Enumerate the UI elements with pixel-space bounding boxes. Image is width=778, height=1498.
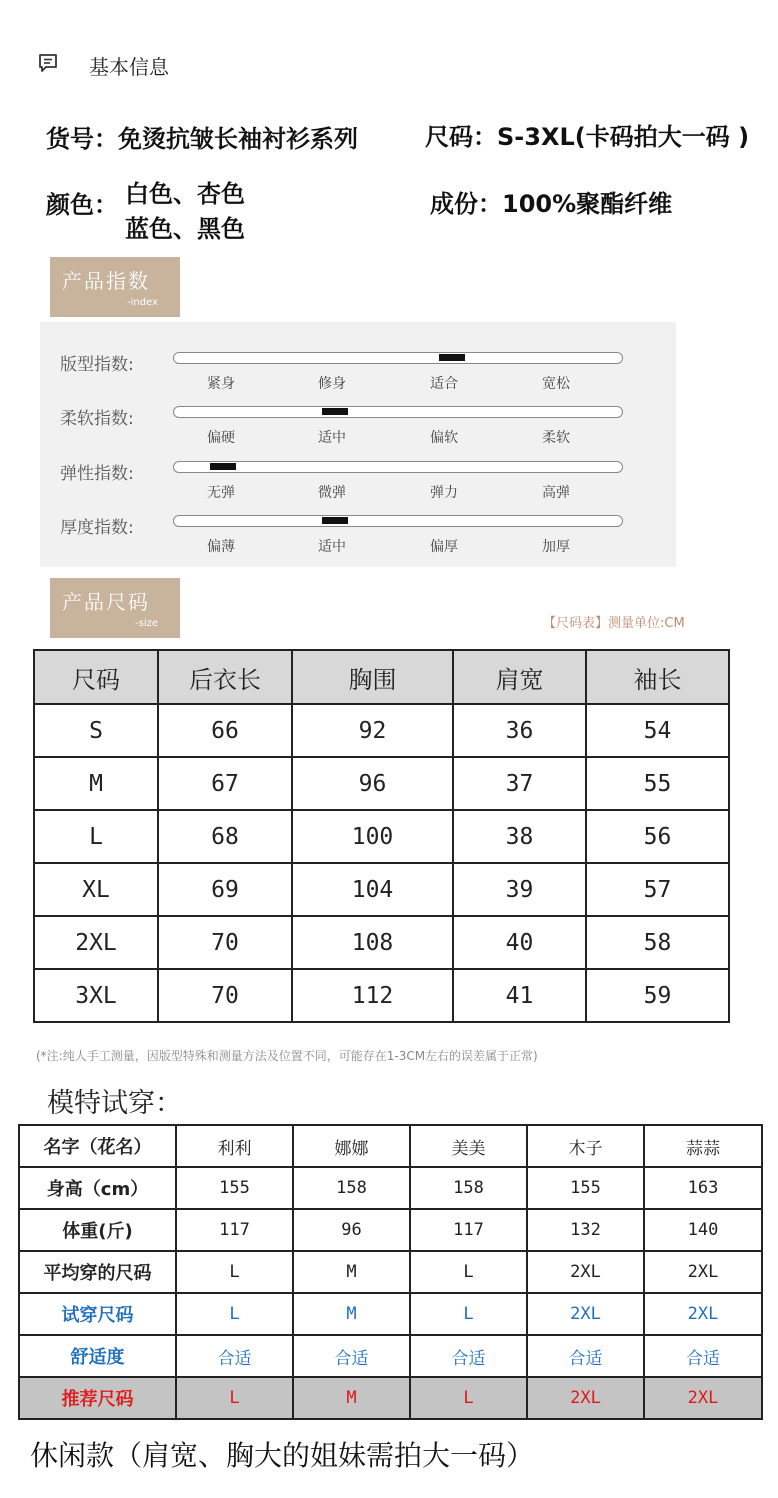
model-cell: 蒜蒜	[644, 1125, 762, 1167]
size-table-row	[34, 969, 729, 1022]
size-table-row	[34, 810, 729, 863]
model-cell: 155	[527, 1167, 644, 1209]
size-table-row	[34, 704, 729, 757]
model-cell: 155	[176, 1167, 293, 1209]
model-usual-size-row	[19, 1251, 762, 1293]
size-table-row	[34, 863, 729, 916]
size-cell: L	[34, 810, 158, 863]
model-row-header: 推荐尺码	[19, 1377, 176, 1419]
size-cell: 41	[453, 969, 586, 1022]
size-header-cell: 肩宽	[453, 650, 586, 704]
composition: 成份：100%聚酯纤维	[430, 190, 673, 218]
product-index-tag-title: 产品指数	[62, 269, 150, 293]
model-cell: 132	[527, 1209, 644, 1251]
model-cell: 117	[410, 1209, 527, 1251]
footer-note: 休闲款（肩宽、胸大的姐妹需拍大一码）	[30, 1439, 535, 1472]
measurement-note: (*注:纯人手工测量，因版型特殊和测量方法及位置不同，可能存在1-3CM左右的误差属于正常)	[36, 1049, 538, 1063]
model-cell: 163	[644, 1167, 762, 1209]
size-table-row	[34, 916, 729, 969]
product-size-tag	[50, 578, 180, 638]
size-header-cell: 袖长	[586, 650, 729, 704]
index-option: 无弹	[207, 485, 235, 501]
index-marker	[322, 517, 348, 524]
colors-line-2: 蓝色、黑色	[125, 215, 245, 243]
model-cell: 娜娜	[293, 1125, 410, 1167]
index-option: 适合	[430, 376, 458, 392]
model-row-header: 平均穿的尺码	[19, 1251, 176, 1293]
model-comfort-row	[19, 1335, 762, 1377]
index-label: 版型指数:	[60, 355, 134, 375]
index-slider-track	[173, 406, 623, 418]
model-cell: 2XL	[644, 1251, 762, 1293]
size-cell: 68	[158, 810, 292, 863]
item-number: 货号：免烫抗皱长袖衬衫系列	[46, 125, 358, 153]
size-cell: 57	[586, 863, 729, 916]
size-cell: 38	[453, 810, 586, 863]
size-table	[33, 649, 730, 1023]
index-option: 紧身	[207, 376, 235, 392]
model-cell: 158	[410, 1167, 527, 1209]
size-cell: 100	[292, 810, 453, 863]
model-cell: 2XL	[527, 1251, 644, 1293]
size-cell: 39	[453, 863, 586, 916]
index-option: 适中	[318, 539, 346, 555]
model-row-header: 名字（花名）	[19, 1125, 176, 1167]
model-row-header: 身高（cm）	[19, 1167, 176, 1209]
size-cell: XL	[34, 863, 158, 916]
model-cell: 合适	[527, 1335, 644, 1377]
index-option: 加厚	[542, 539, 570, 555]
size-cell: 67	[158, 757, 292, 810]
index-label: 厚度指数:	[60, 518, 134, 538]
model-cell: 2XL	[527, 1293, 644, 1335]
model-cell: 木子	[527, 1125, 644, 1167]
size-table-header	[34, 650, 729, 704]
size-cell: 69	[158, 863, 292, 916]
model-recommend-row	[19, 1377, 762, 1419]
index-option: 偏厚	[430, 539, 458, 555]
size-cell: 36	[453, 704, 586, 757]
index-option: 高弹	[542, 485, 570, 501]
index-option: 偏薄	[207, 539, 235, 555]
unit-note: 【尺码表】测量单位:CM	[543, 616, 685, 631]
model-section-title: 模特试穿：	[47, 1088, 182, 1119]
model-cell: 140	[644, 1209, 762, 1251]
page-title: 基本信息	[89, 55, 169, 79]
index-marker	[322, 408, 348, 415]
index-option: 宽松	[542, 376, 570, 392]
index-option: 微弹	[318, 485, 346, 501]
index-option: 修身	[318, 376, 346, 392]
color-label: 颜色：	[46, 191, 118, 219]
model-cell: 158	[293, 1167, 410, 1209]
model-cell: 2XL	[644, 1293, 762, 1335]
document-icon	[38, 53, 58, 73]
size-cell: 59	[586, 969, 729, 1022]
model-cell: 利利	[176, 1125, 293, 1167]
model-cell: L	[176, 1293, 293, 1335]
index-slider-track	[173, 461, 623, 473]
model-weight-row	[19, 1209, 762, 1251]
size-cell: 96	[292, 757, 453, 810]
size-cell: 92	[292, 704, 453, 757]
model-cell: 合适	[644, 1335, 762, 1377]
model-cell: 合适	[293, 1335, 410, 1377]
index-option: 偏软	[430, 430, 458, 446]
size-cell: 108	[292, 916, 453, 969]
size-cell: S	[34, 704, 158, 757]
size-cell: 70	[158, 969, 292, 1022]
size-cell: 56	[586, 810, 729, 863]
size-cell: M	[34, 757, 158, 810]
model-row-header: 试穿尺码	[19, 1293, 176, 1335]
index-option: 弹力	[430, 485, 458, 501]
size-cell: 37	[453, 757, 586, 810]
model-cell: L	[410, 1293, 527, 1335]
index-label: 柔软指数:	[60, 409, 134, 429]
index-marker	[439, 354, 465, 361]
colors-line-1: 白色、杏色	[125, 180, 245, 208]
size-cell: 112	[292, 969, 453, 1022]
model-cell: M	[293, 1251, 410, 1293]
index-option: 适中	[318, 430, 346, 446]
size-header-cell: 后衣长	[158, 650, 292, 704]
size-cell: 104	[292, 863, 453, 916]
model-cell: 合适	[410, 1335, 527, 1377]
product-size-tag-title: 产品尺码	[62, 590, 150, 614]
index-slider-track	[173, 352, 623, 364]
model-row-header: 舒适度	[19, 1335, 176, 1377]
model-name-row	[19, 1125, 762, 1167]
index-option: 柔软	[542, 430, 570, 446]
size-cell: 2XL	[34, 916, 158, 969]
index-slider-track	[173, 515, 623, 527]
model-cell: L	[176, 1251, 293, 1293]
index-marker	[210, 463, 236, 470]
model-cell: 96	[293, 1209, 410, 1251]
size-range: 尺码：S-3XL(卡码拍大一码 )	[425, 123, 750, 151]
model-cell: 美美	[410, 1125, 527, 1167]
model-cell: 2XL	[527, 1377, 644, 1419]
model-cell: L	[410, 1377, 527, 1419]
size-cell: 66	[158, 704, 292, 757]
size-cell: 40	[453, 916, 586, 969]
model-height-row	[19, 1167, 762, 1209]
model-cell: L	[176, 1377, 293, 1419]
model-cell: M	[293, 1293, 410, 1335]
index-option: 偏硬	[207, 430, 235, 446]
index-label: 弹性指数:	[60, 464, 134, 484]
model-trial-size-row	[19, 1293, 762, 1335]
model-row-header: 体重(斤)	[19, 1209, 176, 1251]
size-cell: 3XL	[34, 969, 158, 1022]
size-table-row	[34, 757, 729, 810]
product-index-tag	[50, 257, 180, 317]
size-cell: 58	[586, 916, 729, 969]
model-cell: L	[410, 1251, 527, 1293]
model-cell: 2XL	[644, 1377, 762, 1419]
model-cell: 合适	[176, 1335, 293, 1377]
model-cell: 117	[176, 1209, 293, 1251]
size-cell: 70	[158, 916, 292, 969]
model-table	[18, 1124, 763, 1420]
product-index-tag-sub: -index	[127, 297, 158, 308]
size-header-cell: 尺码	[34, 650, 158, 704]
size-header-cell: 胸围	[292, 650, 453, 704]
size-cell: 54	[586, 704, 729, 757]
product-size-tag-sub: -size	[135, 618, 158, 629]
model-cell: M	[293, 1377, 410, 1419]
size-cell: 55	[586, 757, 729, 810]
